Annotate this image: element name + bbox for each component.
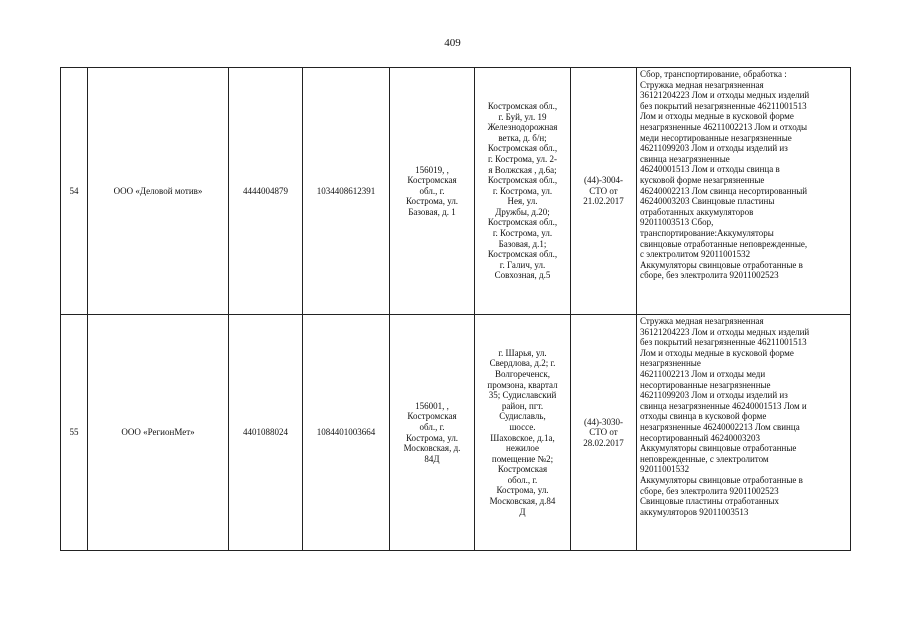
license-cell: (44)-3004- СТО от 21.02.2017 <box>571 68 637 315</box>
activity-sites-cell: Костромская обл., г. Буй, ул. 19 Железнодорожная ветка, д. б/н; Костромская обл., г. Кострома, ул. 2- я Волжская , д.6а; Костромская обл., г. Кострома, ул. Нея, ул. Дружбы, д.20; Костромская обл., г. Кострома, ул. Базовая, д.1; Костромская обл., г. Галич, ул. Совхозная, д.5 <box>475 68 571 315</box>
ogrn-cell: 1034408612391 <box>303 68 390 315</box>
license-cell: (44)-3030- СТО от 28.02.2017 <box>571 315 637 551</box>
row-index: 55 <box>61 315 88 551</box>
activity-sites-cell: г. Шарья, ул. Свердлова, д.2; г. Волгореченск, промзона, квартал 35; Судиславский район, пгт. Судиславль, шоссе. Шаховское, д.1а, нежилое помещение №2; Костромская обол., г. Кострома, ул. Московская, д.84 Д <box>475 315 571 551</box>
row-index: 54 <box>61 68 88 315</box>
table-row <box>61 68 851 315</box>
ogrn-cell: 1084401003664 <box>303 315 390 551</box>
inn-cell: 4401088024 <box>229 315 303 551</box>
license-registry-table <box>60 67 851 551</box>
legal-address-cell: 156019, , Костромская обл., г. Кострома, ул. Базовая, д. 1 <box>390 68 475 315</box>
inn-cell: 4444004879 <box>229 68 303 315</box>
legal-address-cell: 156001, , Костромская обл., г. Кострома, ул. Московская, д. 84Д <box>390 315 475 551</box>
licensed-activity-cell: Стружка медная незагрязненная 36121204223 Лом и отходы медных изделий без покрытий незагрязненные 46211001513 Лом и отходы медные в кусковой форме незагрязненные 46211002213 Лом и отходы меди несортированные незагрязненные 46211099203 Лом и отходы изделий из свинца незагрязненные 46240001513 Лом и отходы свинца в кусковой форме незагрязненные 46240002213 Лом свинца несортированный 46240003203 Аккумуляторы свинцовые отработанные неповрежденные, с электролитом 92011001532 Аккумуляторы свинцовые отработанные в сборе, без электролита 92011002523 Свинцовые пластины отработанных аккумуляторов 92011003513 <box>637 315 851 551</box>
page-number: 409 <box>444 37 461 49</box>
table-row <box>61 315 851 551</box>
company-name: ООО «Деловой мотив» <box>88 68 229 315</box>
company-name: ООО «РегионМет» <box>88 315 229 551</box>
licensed-activity-cell: Сбор, транспортирование, обработка : Стружка медная незагрязненная 36121204223 Лом и отходы медных изделий без покрытий незагрязненные 46211001513 Лом и отходы медные в кусковой форме незагрязненные 46211002213 Лом и отходы меди несортированные незагрязненные 46211099203 Лом и отходы изделий из свинца незагрязненные 46240001513 Лом и отходы свинца в кусковой форме незагрязненные 46240002213 Лом свинца несортированный 46240003203 Свинцовые пластины отработанных аккумуляторов 92011003513 Сбор, транспортирование:Аккумуляторы свинцовые отработанные неповрежденные, с электролитом 92011001532 Аккумуляторы свинцовые отработанные в сборе, без электролита 92011002523 <box>637 68 851 315</box>
